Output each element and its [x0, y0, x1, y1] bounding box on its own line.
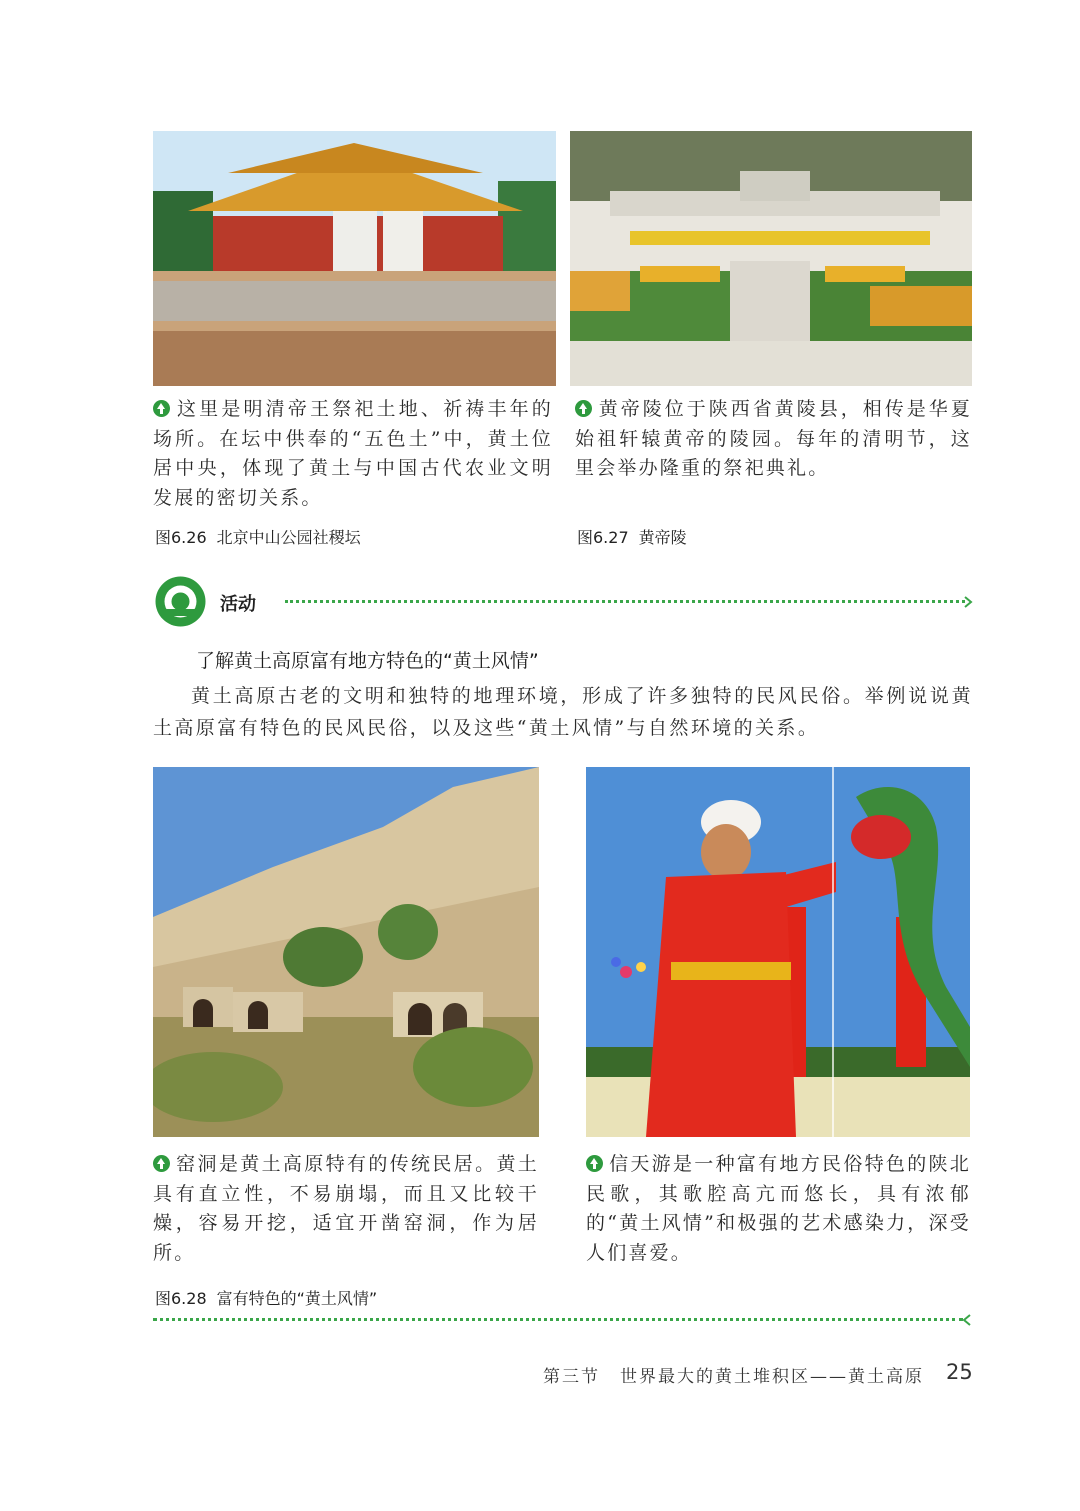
photo-shejitan	[153, 131, 556, 386]
photo-huangdiling	[570, 131, 972, 386]
chevron-right-icon	[963, 594, 973, 608]
activity-divider	[285, 600, 965, 603]
figure-title: 黄帝陵	[638, 528, 687, 547]
figure-number: 图6.26	[155, 528, 207, 547]
figure-number: 图6.27	[577, 528, 629, 547]
figure-label-6-26	[155, 525, 361, 548]
caption-fig-6-26: 这里是明清帝王祭祀土地、祈祷丰年的场所。在坛中供奉的“五色土”中，黄土位居中央，体现了黄土与中国古代农业文明发展的密切关系。	[153, 398, 553, 509]
figure-label-6-27	[577, 525, 687, 548]
up-arrow-icon	[586, 1155, 603, 1172]
activity-label: 活动	[220, 594, 256, 615]
bottom-divider	[153, 1318, 963, 1321]
figure-title: 富有特色的“黄土风情”	[216, 1289, 378, 1308]
photo-xintianyou	[586, 767, 970, 1137]
footer-title: 世界最大的黄土堆积区——黄土高原	[620, 1367, 924, 1387]
figure-title: 北京中山公园社稷坛	[216, 528, 361, 547]
activity-subtitle: 了解黄土高原富有地方特色的“黄土风情”	[196, 650, 539, 672]
up-arrow-icon	[153, 400, 170, 417]
chevron-left-icon	[962, 1312, 972, 1326]
footer-section: 第三节	[543, 1367, 600, 1387]
caption-fig-6-28-yaodong: 窑洞是黄土高原特有的传统民居。黄土具有直立性，不易崩塌，而且又比较干燥，容易开挖，适宜开凿窑洞，作为居所。	[153, 1153, 539, 1264]
page-number: 25	[946, 1360, 973, 1384]
caption-fig-6-28-xintianyou: 信天游是一种富有地方民俗特色的陕北民歌，其歌腔高亢而悠长，具有浓郁的“黄土风情”和极强的艺术感染力，深受人们喜爱。	[586, 1153, 971, 1264]
activity-text: 黄土高原古老的文明和独特的地理环境，形成了许多独特的民风民俗。举例说说黄土高原富有特色的民风民俗，以及这些“黄土风情”与自然环境的关系。	[153, 685, 973, 739]
photo-yaodong	[153, 767, 539, 1137]
up-arrow-icon	[575, 400, 592, 417]
figure-label-6-28	[155, 1286, 377, 1309]
figure-number: 图6.28	[155, 1289, 207, 1308]
up-arrow-icon	[153, 1155, 170, 1172]
caption-fig-6-27: 黄帝陵位于陕西省黄陵县，相传是华夏始祖轩辕黄帝的陵园。每年的清明节，这里会举办隆重的祭祀典礼。	[575, 398, 972, 479]
activity-icon	[154, 575, 207, 628]
